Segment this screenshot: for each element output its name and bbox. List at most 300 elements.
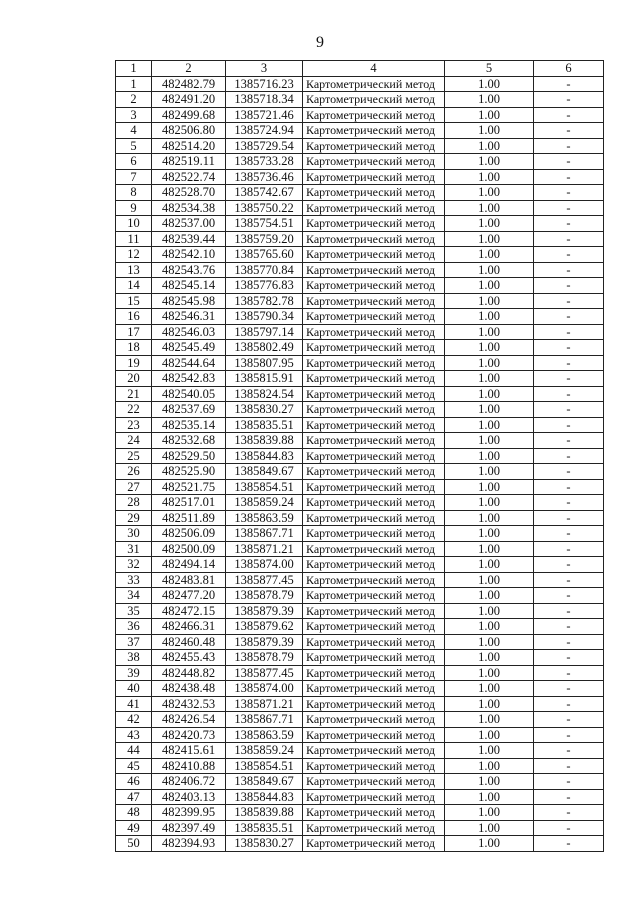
x-coordinate-cell: 482466.31	[152, 619, 226, 635]
accuracy-cell: 1.00	[445, 510, 534, 526]
x-coordinate-cell: 482397.49	[152, 820, 226, 836]
note-cell: -	[534, 603, 604, 619]
x-coordinate-cell: 482491.20	[152, 92, 226, 108]
x-coordinate-cell: 482394.93	[152, 836, 226, 852]
table-row	[116, 107, 604, 123]
table-header	[116, 61, 604, 77]
method-cell: Картометрический метод	[303, 402, 445, 418]
table-row	[116, 371, 604, 387]
accuracy-cell: 1.00	[445, 76, 534, 92]
table-row	[116, 634, 604, 650]
table-row	[116, 433, 604, 449]
accuracy-cell: 1.00	[445, 92, 534, 108]
table-row	[116, 309, 604, 325]
accuracy-cell: 1.00	[445, 216, 534, 232]
table-row	[116, 541, 604, 557]
accuracy-cell: 1.00	[445, 805, 534, 821]
point-number-cell: 10	[116, 216, 152, 232]
y-coordinate-cell: 1385854.51	[226, 758, 303, 774]
point-number-cell: 43	[116, 727, 152, 743]
accuracy-cell: 1.00	[445, 572, 534, 588]
y-coordinate-cell: 1385824.54	[226, 386, 303, 402]
table-row	[116, 169, 604, 185]
method-cell: Картометрический метод	[303, 309, 445, 325]
accuracy-cell: 1.00	[445, 278, 534, 294]
accuracy-cell: 1.00	[445, 231, 534, 247]
y-coordinate-cell: 1385770.84	[226, 262, 303, 278]
accuracy-cell: 1.00	[445, 464, 534, 480]
y-coordinate-cell: 1385863.59	[226, 727, 303, 743]
point-number-cell: 14	[116, 278, 152, 294]
note-cell: -	[534, 758, 604, 774]
table-row	[116, 324, 604, 340]
accuracy-cell: 1.00	[445, 417, 534, 433]
point-number-cell: 36	[116, 619, 152, 635]
table-row	[116, 386, 604, 402]
note-cell: -	[534, 262, 604, 278]
y-coordinate-cell: 1385844.83	[226, 789, 303, 805]
method-cell: Картометрический метод	[303, 572, 445, 588]
x-coordinate-cell: 482540.05	[152, 386, 226, 402]
table-row	[116, 92, 604, 108]
table-row	[116, 696, 604, 712]
x-coordinate-cell: 482511.89	[152, 510, 226, 526]
table-row	[116, 820, 604, 836]
table-row	[116, 681, 604, 697]
point-number-cell: 21	[116, 386, 152, 402]
note-cell: -	[534, 727, 604, 743]
y-coordinate-cell: 1385878.79	[226, 588, 303, 604]
point-number-cell: 20	[116, 371, 152, 387]
accuracy-cell: 1.00	[445, 727, 534, 743]
method-cell: Картометрический метод	[303, 619, 445, 635]
table-row	[116, 340, 604, 356]
x-coordinate-cell: 482517.01	[152, 495, 226, 511]
y-coordinate-cell: 1385859.24	[226, 495, 303, 511]
table-row	[116, 572, 604, 588]
method-cell: Картометрический метод	[303, 820, 445, 836]
accuracy-cell: 1.00	[445, 386, 534, 402]
table-row	[116, 510, 604, 526]
y-coordinate-cell: 1385733.28	[226, 154, 303, 170]
accuracy-cell: 1.00	[445, 355, 534, 371]
point-number-cell: 49	[116, 820, 152, 836]
accuracy-cell: 1.00	[445, 293, 534, 309]
x-coordinate-cell: 482506.09	[152, 526, 226, 542]
note-cell: -	[534, 216, 604, 232]
point-number-cell: 47	[116, 789, 152, 805]
method-cell: Картометрический метод	[303, 293, 445, 309]
x-coordinate-cell: 482426.54	[152, 712, 226, 728]
note-cell: -	[534, 92, 604, 108]
method-cell: Картометрический метод	[303, 743, 445, 759]
y-coordinate-cell: 1385765.60	[226, 247, 303, 263]
method-cell: Картометрический метод	[303, 278, 445, 294]
table-row	[116, 727, 604, 743]
header-cell-6: 6	[534, 61, 604, 77]
point-number-cell: 30	[116, 526, 152, 542]
x-coordinate-cell: 482483.81	[152, 572, 226, 588]
x-coordinate-cell: 482529.50	[152, 448, 226, 464]
table-row	[116, 557, 604, 573]
method-cell: Картометрический метод	[303, 789, 445, 805]
point-number-cell: 11	[116, 231, 152, 247]
method-cell: Картометрический метод	[303, 200, 445, 216]
point-number-cell: 23	[116, 417, 152, 433]
accuracy-cell: 1.00	[445, 340, 534, 356]
method-cell: Картометрический метод	[303, 758, 445, 774]
y-coordinate-cell: 1385736.46	[226, 169, 303, 185]
y-coordinate-cell: 1385782.78	[226, 293, 303, 309]
accuracy-cell: 1.00	[445, 448, 534, 464]
y-coordinate-cell: 1385729.54	[226, 138, 303, 154]
method-cell: Картометрический метод	[303, 324, 445, 340]
table-row	[116, 200, 604, 216]
y-coordinate-cell: 1385863.59	[226, 510, 303, 526]
y-coordinate-cell: 1385721.46	[226, 107, 303, 123]
x-coordinate-cell: 482539.44	[152, 231, 226, 247]
x-coordinate-cell: 482406.72	[152, 774, 226, 790]
method-cell: Картометрический метод	[303, 355, 445, 371]
point-number-cell: 8	[116, 185, 152, 201]
note-cell: -	[534, 619, 604, 635]
point-number-cell: 42	[116, 712, 152, 728]
x-coordinate-cell: 482545.49	[152, 340, 226, 356]
coordinates-table	[115, 60, 604, 852]
note-cell: -	[534, 696, 604, 712]
table-row	[116, 185, 604, 201]
table-row	[116, 712, 604, 728]
y-coordinate-cell: 1385802.49	[226, 340, 303, 356]
table-row	[116, 216, 604, 232]
accuracy-cell: 1.00	[445, 123, 534, 139]
note-cell: -	[534, 433, 604, 449]
note-cell: -	[534, 107, 604, 123]
method-cell: Картометрический метод	[303, 216, 445, 232]
note-cell: -	[534, 634, 604, 650]
y-coordinate-cell: 1385790.34	[226, 309, 303, 325]
note-cell: -	[534, 278, 604, 294]
accuracy-cell: 1.00	[445, 650, 534, 666]
note-cell: -	[534, 526, 604, 542]
point-number-cell: 16	[116, 309, 152, 325]
note-cell: -	[534, 743, 604, 759]
note-cell: -	[534, 185, 604, 201]
y-coordinate-cell: 1385807.95	[226, 355, 303, 371]
x-coordinate-cell: 482543.76	[152, 262, 226, 278]
x-coordinate-cell: 482521.75	[152, 479, 226, 495]
y-coordinate-cell: 1385877.45	[226, 665, 303, 681]
method-cell: Картометрический метод	[303, 650, 445, 666]
x-coordinate-cell: 482438.48	[152, 681, 226, 697]
accuracy-cell: 1.00	[445, 789, 534, 805]
table-row	[116, 76, 604, 92]
x-coordinate-cell: 482506.80	[152, 123, 226, 139]
x-coordinate-cell: 482420.73	[152, 727, 226, 743]
y-coordinate-cell: 1385776.83	[226, 278, 303, 294]
x-coordinate-cell: 482499.68	[152, 107, 226, 123]
accuracy-cell: 1.00	[445, 495, 534, 511]
point-number-cell: 38	[116, 650, 152, 666]
x-coordinate-cell: 482528.70	[152, 185, 226, 201]
point-number-cell: 13	[116, 262, 152, 278]
x-coordinate-cell: 482537.00	[152, 216, 226, 232]
note-cell: -	[534, 402, 604, 418]
table-row	[116, 138, 604, 154]
point-number-cell: 26	[116, 464, 152, 480]
method-cell: Картометрический метод	[303, 510, 445, 526]
accuracy-cell: 1.00	[445, 200, 534, 216]
accuracy-cell: 1.00	[445, 154, 534, 170]
note-cell: -	[534, 650, 604, 666]
table-row	[116, 231, 604, 247]
accuracy-cell: 1.00	[445, 603, 534, 619]
header-cell-1: 1	[116, 61, 152, 77]
note-cell: -	[534, 541, 604, 557]
accuracy-cell: 1.00	[445, 743, 534, 759]
accuracy-cell: 1.00	[445, 588, 534, 604]
point-number-cell: 44	[116, 743, 152, 759]
table-row	[116, 789, 604, 805]
note-cell: -	[534, 386, 604, 402]
y-coordinate-cell: 1385724.94	[226, 123, 303, 139]
accuracy-cell: 1.00	[445, 681, 534, 697]
method-cell: Картометрический метод	[303, 681, 445, 697]
method-cell: Картометрический метод	[303, 526, 445, 542]
table-row	[116, 758, 604, 774]
table-row	[116, 650, 604, 666]
point-number-cell: 19	[116, 355, 152, 371]
y-coordinate-cell: 1385849.67	[226, 774, 303, 790]
point-number-cell: 29	[116, 510, 152, 526]
x-coordinate-cell: 482500.09	[152, 541, 226, 557]
accuracy-cell: 1.00	[445, 526, 534, 542]
accuracy-cell: 1.00	[445, 696, 534, 712]
y-coordinate-cell: 1385797.14	[226, 324, 303, 340]
point-number-cell: 28	[116, 495, 152, 511]
page-number: 9	[316, 34, 324, 51]
method-cell: Картометрический метод	[303, 107, 445, 123]
accuracy-cell: 1.00	[445, 557, 534, 573]
point-number-cell: 50	[116, 836, 152, 852]
x-coordinate-cell: 482448.82	[152, 665, 226, 681]
note-cell: -	[534, 665, 604, 681]
x-coordinate-cell: 482537.69	[152, 402, 226, 418]
y-coordinate-cell: 1385716.23	[226, 76, 303, 92]
x-coordinate-cell: 482542.10	[152, 247, 226, 263]
accuracy-cell: 1.00	[445, 541, 534, 557]
note-cell: -	[534, 309, 604, 325]
accuracy-cell: 1.00	[445, 479, 534, 495]
note-cell: -	[534, 588, 604, 604]
note-cell: -	[534, 820, 604, 836]
note-cell: -	[534, 464, 604, 480]
y-coordinate-cell: 1385854.51	[226, 479, 303, 495]
note-cell: -	[534, 355, 604, 371]
y-coordinate-cell: 1385849.67	[226, 464, 303, 480]
x-coordinate-cell: 482514.20	[152, 138, 226, 154]
table-row	[116, 278, 604, 294]
point-number-cell: 2	[116, 92, 152, 108]
point-number-cell: 32	[116, 557, 152, 573]
method-cell: Картометрический метод	[303, 185, 445, 201]
accuracy-cell: 1.00	[445, 774, 534, 790]
table-body	[116, 76, 604, 851]
x-coordinate-cell: 482432.53	[152, 696, 226, 712]
y-coordinate-cell: 1385879.39	[226, 603, 303, 619]
method-cell: Картометрический метод	[303, 588, 445, 604]
y-coordinate-cell: 1385830.27	[226, 836, 303, 852]
x-coordinate-cell: 482544.64	[152, 355, 226, 371]
method-cell: Картометрический метод	[303, 727, 445, 743]
table-row	[116, 495, 604, 511]
note-cell: -	[534, 76, 604, 92]
point-number-cell: 31	[116, 541, 152, 557]
method-cell: Картометрический метод	[303, 433, 445, 449]
point-number-cell: 34	[116, 588, 152, 604]
x-coordinate-cell: 482494.14	[152, 557, 226, 573]
table-row	[116, 479, 604, 495]
table-row	[116, 836, 604, 852]
method-cell: Картометрический метод	[303, 417, 445, 433]
point-number-cell: 25	[116, 448, 152, 464]
table-row	[116, 774, 604, 790]
method-cell: Картометрический метод	[303, 448, 445, 464]
x-coordinate-cell: 482403.13	[152, 789, 226, 805]
method-cell: Картометрический метод	[303, 603, 445, 619]
method-cell: Картометрический метод	[303, 712, 445, 728]
y-coordinate-cell: 1385877.45	[226, 572, 303, 588]
method-cell: Картометрический метод	[303, 154, 445, 170]
accuracy-cell: 1.00	[445, 758, 534, 774]
y-coordinate-cell: 1385879.62	[226, 619, 303, 635]
note-cell: -	[534, 371, 604, 387]
table-row	[116, 448, 604, 464]
accuracy-cell: 1.00	[445, 402, 534, 418]
y-coordinate-cell: 1385879.39	[226, 634, 303, 650]
point-number-cell: 48	[116, 805, 152, 821]
table-row	[116, 123, 604, 139]
y-coordinate-cell: 1385754.51	[226, 216, 303, 232]
note-cell: -	[534, 572, 604, 588]
point-number-cell: 9	[116, 200, 152, 216]
accuracy-cell: 1.00	[445, 433, 534, 449]
x-coordinate-cell: 482546.31	[152, 309, 226, 325]
x-coordinate-cell: 482545.98	[152, 293, 226, 309]
table-row	[116, 262, 604, 278]
header-cell-2: 2	[152, 61, 226, 77]
note-cell: -	[534, 448, 604, 464]
table-row	[116, 665, 604, 681]
x-coordinate-cell: 482542.83	[152, 371, 226, 387]
point-number-cell: 5	[116, 138, 152, 154]
point-number-cell: 39	[116, 665, 152, 681]
table-row	[116, 805, 604, 821]
table-row	[116, 603, 604, 619]
table-row	[116, 402, 604, 418]
point-number-cell: 27	[116, 479, 152, 495]
accuracy-cell: 1.00	[445, 309, 534, 325]
table-row	[116, 464, 604, 480]
accuracy-cell: 1.00	[445, 169, 534, 185]
method-cell: Картометрический метод	[303, 262, 445, 278]
table-row	[116, 588, 604, 604]
accuracy-cell: 1.00	[445, 138, 534, 154]
accuracy-cell: 1.00	[445, 247, 534, 263]
method-cell: Картометрический метод	[303, 169, 445, 185]
table-row	[116, 247, 604, 263]
accuracy-cell: 1.00	[445, 107, 534, 123]
y-coordinate-cell: 1385878.79	[226, 650, 303, 666]
header-cell-3: 3	[226, 61, 303, 77]
point-number-cell: 15	[116, 293, 152, 309]
point-number-cell: 41	[116, 696, 152, 712]
y-coordinate-cell: 1385871.21	[226, 696, 303, 712]
table-row	[116, 355, 604, 371]
note-cell: -	[534, 293, 604, 309]
note-cell: -	[534, 324, 604, 340]
y-coordinate-cell: 1385871.21	[226, 541, 303, 557]
y-coordinate-cell: 1385718.34	[226, 92, 303, 108]
y-coordinate-cell: 1385859.24	[226, 743, 303, 759]
note-cell: -	[534, 247, 604, 263]
note-cell: -	[534, 789, 604, 805]
method-cell: Картометрический метод	[303, 386, 445, 402]
point-number-cell: 46	[116, 774, 152, 790]
y-coordinate-cell: 1385867.71	[226, 526, 303, 542]
note-cell: -	[534, 557, 604, 573]
note-cell: -	[534, 479, 604, 495]
accuracy-cell: 1.00	[445, 619, 534, 635]
note-cell: -	[534, 510, 604, 526]
x-coordinate-cell: 482415.61	[152, 743, 226, 759]
note-cell: -	[534, 340, 604, 356]
point-number-cell: 24	[116, 433, 152, 449]
x-coordinate-cell: 482519.11	[152, 154, 226, 170]
accuracy-cell: 1.00	[445, 371, 534, 387]
x-coordinate-cell: 482535.14	[152, 417, 226, 433]
y-coordinate-cell: 1385815.91	[226, 371, 303, 387]
header-cell-4: 4	[303, 61, 445, 77]
note-cell: -	[534, 417, 604, 433]
note-cell: -	[534, 836, 604, 852]
y-coordinate-cell: 1385830.27	[226, 402, 303, 418]
x-coordinate-cell: 482532.68	[152, 433, 226, 449]
header-row	[116, 61, 604, 77]
x-coordinate-cell: 482482.79	[152, 76, 226, 92]
table-row	[116, 526, 604, 542]
accuracy-cell: 1.00	[445, 634, 534, 650]
method-cell: Картометрический метод	[303, 557, 445, 573]
point-number-cell: 33	[116, 572, 152, 588]
x-coordinate-cell: 482534.38	[152, 200, 226, 216]
note-cell: -	[534, 712, 604, 728]
method-cell: Картометрический метод	[303, 805, 445, 821]
note-cell: -	[534, 138, 604, 154]
x-coordinate-cell: 482545.14	[152, 278, 226, 294]
method-cell: Картометрический метод	[303, 696, 445, 712]
point-number-cell: 4	[116, 123, 152, 139]
y-coordinate-cell: 1385750.22	[226, 200, 303, 216]
method-cell: Картометрический метод	[303, 479, 445, 495]
accuracy-cell: 1.00	[445, 324, 534, 340]
x-coordinate-cell: 482522.74	[152, 169, 226, 185]
method-cell: Картометрический метод	[303, 247, 445, 263]
method-cell: Картометрический метод	[303, 541, 445, 557]
y-coordinate-cell: 1385839.88	[226, 433, 303, 449]
note-cell: -	[534, 681, 604, 697]
point-number-cell: 18	[116, 340, 152, 356]
